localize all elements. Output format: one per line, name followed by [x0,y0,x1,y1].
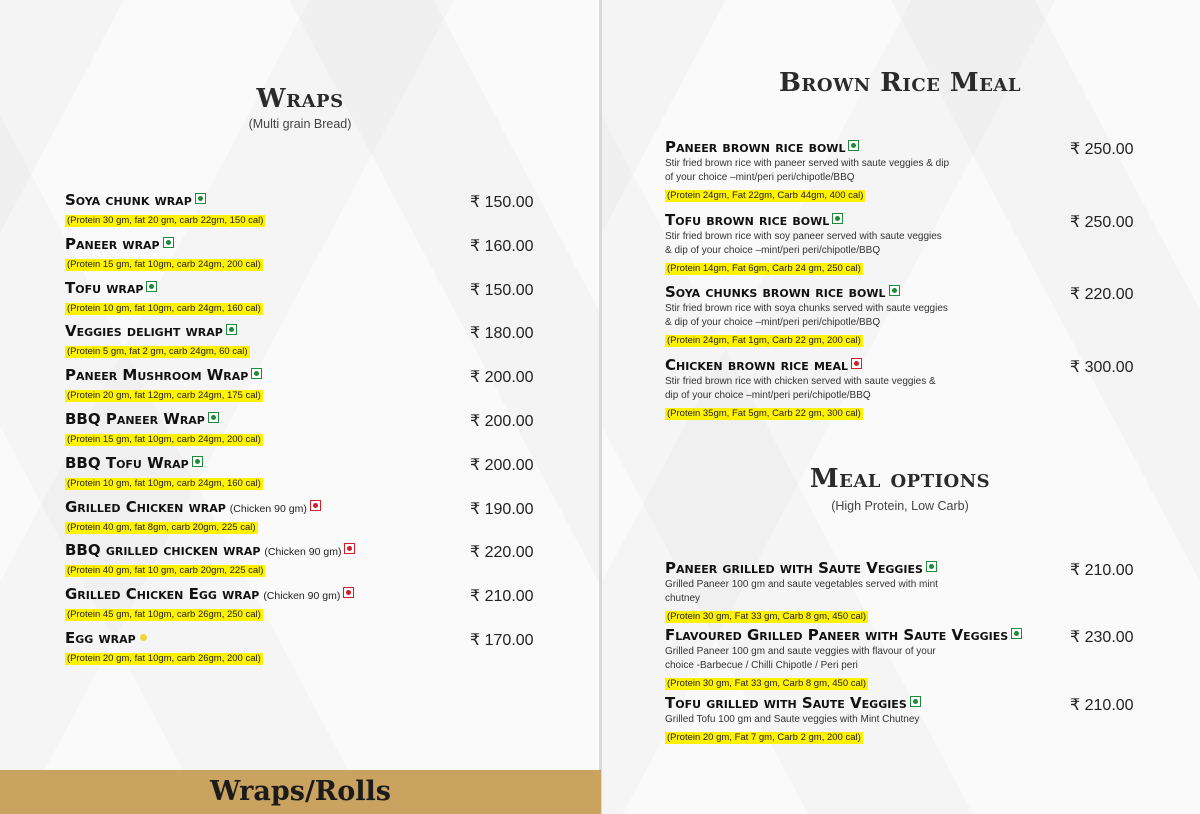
veg-icon [146,281,157,292]
item-price: ₹ 300.00 [1070,359,1134,377]
veg-icon [195,193,206,204]
item-name: Soya chunk wrap [65,191,192,209]
item-macros: (Protein 30 gm, Fat 33 gm, Carb 8 gm, 450 cal) [667,611,867,622]
veg-icon [251,368,262,379]
item-price: ₹ 250.00 [1070,141,1134,158]
item-macros: (Protein 20 gm, Fat 7 gm, Carb 2 gm, 200 cal) [667,731,861,743]
item-macros: (Protein 40 gm, fat 8gm, carb 20gm, 225 cal) [67,521,256,533]
item-name: Tofu brown rice bowl [665,210,830,229]
menu-item [65,235,263,272]
item-price: ₹ 220.00 [470,544,534,562]
veg-icon [163,237,174,248]
item-price: ₹ 200.00 [470,369,534,387]
item-price: ₹ 200.00 [470,456,534,474]
non-veg-icon [310,500,321,511]
menu-item [65,585,354,622]
menu-item [65,366,263,403]
item-name: BBQ grilled chicken wrap [65,541,261,560]
item-name: Grilled Chicken wrap [65,497,226,516]
menu-item [65,322,250,359]
item-name: Paneer wrap [65,234,160,253]
item-name: Soya chunks brown rice bowl [665,283,886,302]
menu-item [665,626,1022,691]
menu-item [665,559,950,624]
item-macros: (Protein 35gm, Fat 5gm, Carb 22 gm, 300 cal) [667,408,861,420]
veg-icon [192,456,203,467]
item-macros: (Protein 30 gm, Fat 33 gm, Carb 8 gm, 450 cal) [667,678,867,690]
item-macros: (Protein 10 gm, fat 10gm, carb 24gm, 160 cal) [67,477,261,489]
wraps-title: Wraps [256,84,344,114]
item-price: ₹ 180.00 [470,325,534,343]
menu-item [65,498,321,535]
item-price: ₹ 210.00 [1070,696,1134,714]
page-divider [599,0,602,814]
veg-icon [889,285,900,296]
item-name: Egg wrap [65,629,136,647]
item-description: Stir fried brown rice with chicken served with saute veggies & dip of your choice –mint/peri peri/chipotle/BBQ [665,376,936,402]
item-macros: (Protein 45 gm, fat 10gm, carb 26gm, 250 cal) [67,609,261,621]
item-description: Grilled Paneer 100 gm and saute vegetables served with mint chutney [665,579,938,604]
item-note: (Chicken 90 gm) [263,590,341,603]
item-name: Tofu grilled with Saute Veggies [665,693,907,712]
item-price: ₹ 200.00 [470,413,534,430]
menu-item [665,211,950,276]
item-name: Tofu wrap [65,278,144,297]
item-description: Grilled Tofu 100 gm and Saute veggies with Mint Chutney [665,713,920,725]
non-veg-icon [851,358,862,369]
item-macros: (Protein 40 gm, fat 10 gm, carb 20gm, 225 cal) [67,565,264,577]
category-banner-text: Wraps/Rolls [210,776,391,807]
item-macros: (Protein 24gm, Fat 1gm, Carb 22 gm, 200 cal) [667,335,861,347]
item-macros: (Protein 10 gm, fat 10gm, carb 24gm, 160 cal) [67,302,261,314]
egg-icon [139,633,148,642]
item-description: Stir fried brown rice with soya chunks served with saute veggies & dip of your choice –mint/peri peri/chipotle/BBQ [665,303,948,329]
item-macros: (Protein 30 gm, fat 20 gm, carb 22gm, 150 cal) [67,215,264,226]
menu-item [665,138,950,203]
item-price: ₹ 190.00 [470,500,534,518]
menu-item [65,410,263,447]
item-macros: (Protein 14gm, Fat 6gm, Carb 24 gm, 250 cal) [667,262,861,274]
veg-icon [1011,628,1022,639]
item-name: Flavoured Grilled Paneer with Saute Veggies [665,626,1009,645]
non-veg-icon [343,587,354,598]
item-name: BBQ Paneer Wrap [65,410,205,428]
menu-item [65,191,265,228]
item-price: ₹ 250.00 [1070,213,1134,231]
item-price: ₹ 220.00 [1070,286,1134,304]
item-price: ₹ 150.00 [470,194,534,211]
item-macros: (Protein 15 gm, fat 10gm, carb 24gm, 200 cal) [67,434,261,445]
item-name: Veggies delight wrap [65,322,223,341]
non-veg-icon [344,543,355,554]
item-name: Paneer brown rice bowl [665,138,846,156]
menu-item [65,279,263,316]
meal-options-title: Meal options [809,464,991,494]
brown-rice-title: Brown Rice Meal [778,68,1022,98]
veg-icon [848,140,859,151]
menu-item [665,283,950,348]
item-macros: (Protein 5 gm, fat 2 gm, carb 24gm, 60 cal) [67,346,248,358]
item-price: ₹ 210.00 [470,588,534,606]
veg-icon [208,412,219,423]
item-name: Chicken brown rice meal [665,356,848,375]
meal-options-subtitle: (High Protein, Low Carb) [831,499,969,513]
category-banner [0,770,601,814]
item-name: Paneer Mushroom Wrap [65,366,249,385]
item-price: ₹ 230.00 [1070,629,1134,647]
menu-item [65,629,263,666]
item-note: (Chicken 90 gm) [229,502,307,515]
item-price: ₹ 160.00 [470,237,534,255]
item-macros: (Protein 24gm, Fat 22gm, Carb 44gm, 400 cal) [667,190,864,201]
item-description: Stir fried brown rice with paneer served with saute veggies & dip of your choice –mint/peri peri/chipotle/BBQ [665,158,950,183]
menu-item [65,454,263,491]
item-name: BBQ Tofu Wrap [65,453,189,472]
veg-icon [926,561,937,572]
item-name: Grilled Chicken Egg wrap [65,585,260,604]
veg-icon [226,324,237,335]
item-description: Stir fried brown rice with soy paneer served with saute veggies & dip of your choice –mint/peri peri/chipotle/BBQ [665,230,942,256]
veg-icon [910,696,921,707]
wraps-subtitle: (Multi grain Bread) [248,117,352,131]
item-macros: (Protein 20 gm, fat 12gm, carb 24gm, 175 cal) [67,390,261,402]
item-name: Paneer grilled with Saute Veggies [665,559,923,577]
item-description: Grilled Paneer 100 gm and saute veggies with flavour of your choice -Barbecue / Chilli Chipotle / Peri peri [665,646,936,672]
item-price: ₹ 150.00 [470,281,534,299]
item-price: ₹ 170.00 [470,632,534,649]
item-note: (Chicken 90 gm) [264,546,342,559]
item-price: ₹ 210.00 [1070,562,1134,579]
veg-icon [832,213,843,224]
item-macros: (Protein 20 gm, fat 10gm, carb 26gm, 200 cal) [67,653,261,664]
item-macros: (Protein 15 gm, fat 10gm, carb 24gm, 200 cal) [67,258,261,270]
menu-item [65,541,355,578]
menu-item [665,694,950,745]
menu-item [665,356,950,421]
